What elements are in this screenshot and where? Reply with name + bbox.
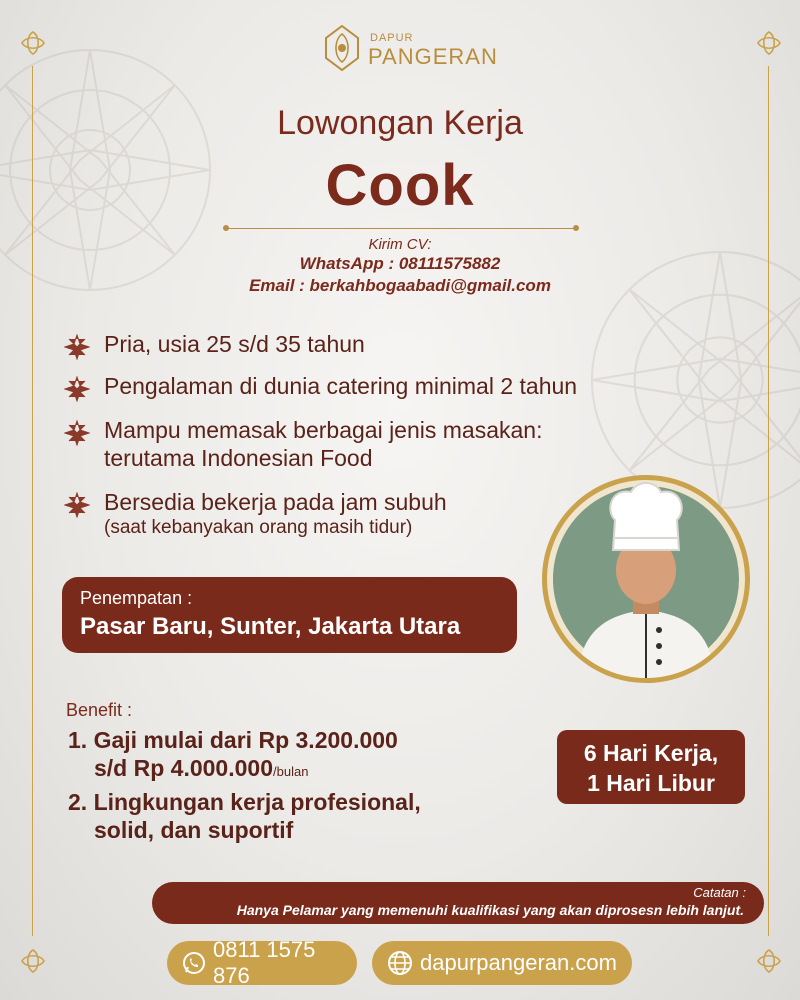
star-flower-icon [64,420,90,446]
corner-ornament-icon [756,30,782,56]
benefit-text-continued: s/d Rp 4.000.000 [94,755,273,781]
logo-emblem-icon [322,24,362,72]
note-banner [152,882,764,924]
benefit-text: 2. Lingkungan kerja profesional, [68,789,421,815]
website-url: dapurpangeran.com [420,950,617,975]
corner-ornament-icon [20,948,46,974]
note-label: Catatan : [693,885,746,900]
benefit-label: Benefit : [66,700,133,720]
benefit-item [68,726,398,786]
brand-name-small: DAPUR [370,32,414,44]
work-schedule-badge [557,730,745,804]
benefit-text: 1. Gaji mulai dari Rp 3.200.000 [68,727,398,753]
brand-logo [322,22,498,74]
brand-name: PANGERAN [368,44,498,69]
globe-icon [386,949,414,977]
contact-whatsapp: WhatsApp : 08111575882 [299,254,501,273]
requirement-text: Pengalaman di dunia catering minimal 2 tahun [104,373,578,399]
contact-email: Email : berkahbogaabadi@gmail.com [249,276,551,295]
requirement-item [64,372,577,402]
whatsapp-icon [181,950,207,976]
requirement-note: (saat kebanyakan orang masih tidur) [104,517,413,538]
placement-box [62,577,517,653]
requirement-text: Pria, usia 25 s/d 35 tahun [104,331,365,357]
contact-label: Kirim CV: [368,236,432,253]
requirement-text: Bersedia bekerja pada jam subuh [104,489,447,515]
chef-illustration [542,475,750,683]
requirement-text-continued: terutama Indonesian Food [104,445,373,471]
requirement-item [64,416,542,472]
website-pill[interactable] [372,941,632,985]
phone-contact-pill[interactable] [167,937,357,988]
benefit-item [68,788,421,844]
corner-ornament-icon [756,948,782,974]
placement-label: Penempatan : [80,588,193,608]
phone-number: 0811 1575 876 [213,937,316,988]
title-divider [226,228,576,229]
benefit-text-continued: solid, dan suportif [94,817,294,843]
schedule-off-days: 1 Hari Libur [587,770,715,796]
benefit-suffix: /bulan [273,764,309,779]
star-flower-icon [64,334,90,360]
schedule-work-days: 6 Hari Kerja, [583,740,719,766]
corner-ornament-icon [20,30,46,56]
requirement-text: Mampu memasak berbagai jenis masakan: [104,417,543,443]
note-text: Hanya Pelamar yang memenuhi kualifikasi yang akan diprosesn lebih lanjut. [236,902,744,918]
requirement-item [64,488,447,540]
star-flower-icon [64,376,90,402]
requirement-item [64,330,365,360]
headline-job-title: Cook [325,153,475,218]
chef-avatar-icon [547,480,745,678]
placement-location: Pasar Baru, Sunter, Jakarta Utara [80,613,461,640]
star-flower-icon [64,492,90,518]
headline-title: Lowongan Kerja [277,104,523,142]
